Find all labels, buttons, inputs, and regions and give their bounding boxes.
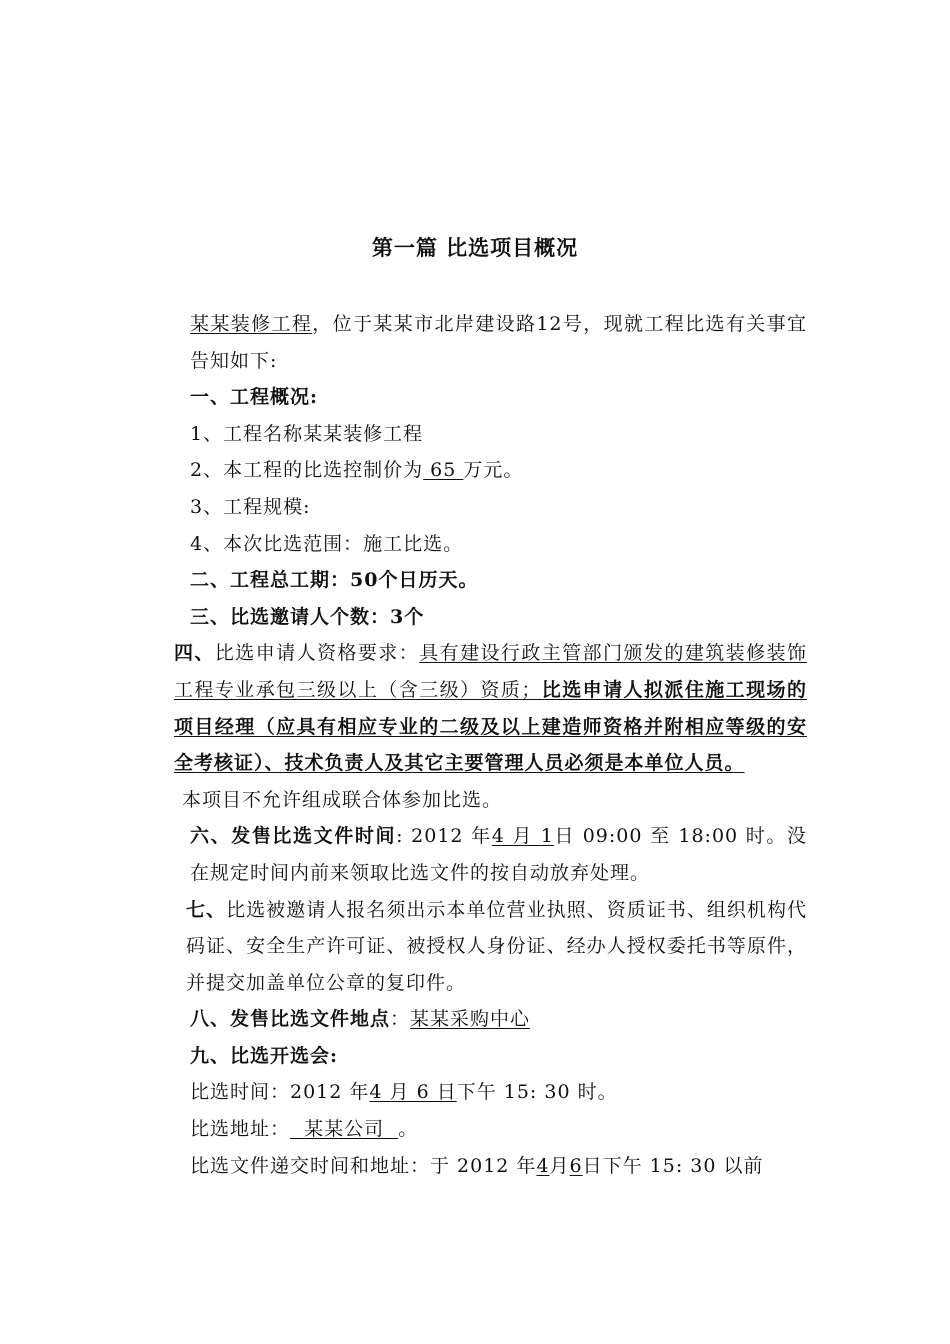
project-name: 某某装修工程: [190, 313, 313, 335]
section-6-text: 日 09:00 至 18:00 时。没在规定时间内前来领取比选文件的按自动放弃处理。: [190, 825, 808, 884]
section-6-year: : 2012 年: [396, 825, 492, 848]
section-4-heading: 四、: [174, 642, 215, 665]
section-4-requirements: [145, 635, 807, 781]
opening-address-end: 。: [398, 1118, 419, 1141]
section-3-invitee-count: 三、比选邀请人个数：3个: [190, 605, 425, 628]
opening-address: [145, 1111, 807, 1148]
section-1-item-1: 1、工程名称某某装修工程: [190, 422, 424, 445]
submission-text: 日下午 15: 30 以前: [582, 1154, 764, 1177]
page-title: 第一篇 比选项目概况: [371, 236, 579, 260]
submission-label: 比选文件递交时间和地址：于 2012 年: [190, 1154, 537, 1177]
sale-place: 某某采购中心: [410, 1008, 531, 1031]
section-2-duration: 二、工程总工期：50个日历天。: [190, 569, 479, 592]
section-7-documents: [145, 892, 807, 1002]
section-9-heading: 九、比选开选会:: [190, 1044, 339, 1067]
opening-time-label: 比选时间：2012 年: [190, 1081, 370, 1104]
personnel-requirement: 比选申请人拟派住施工现场的项目经理（应具有相应专业的二级及以上建造师资格并附相应等级的安全考核证）、技术负责人及其它主要管理人员必须是本单位人员。: [174, 678, 807, 775]
document-body: [145, 306, 807, 1184]
opening-time: [145, 1074, 807, 1111]
section-7-text: 比选被邀请人报名须出示本单位营业执照、资质证书、组织机构代码证、安全生产许可证、被授权人身份证、经办人授权委托书等原件，并提交加盖单位公章的复印件。: [186, 898, 807, 994]
section-7-heading: 七、: [186, 898, 227, 921]
section-8-sale-place: [145, 1001, 807, 1038]
section-1-heading: 一、工程概况:: [190, 386, 319, 409]
section-4-label: 比选申请人资格要求：: [214, 642, 420, 665]
submission-time: [145, 1148, 807, 1185]
sale-date: 4 月 1: [491, 825, 554, 848]
submission-month: 4: [536, 1154, 550, 1177]
opening-date: 4 月 6 日: [369, 1081, 457, 1104]
section-8-heading: 八、发售比选文件地点: [190, 1008, 391, 1031]
item-2-unit: 万元。: [463, 459, 524, 482]
submission-month-unit: 月: [549, 1154, 570, 1177]
opening-address-value: 某某公司: [290, 1118, 399, 1141]
section-6-heading: 六、发售比选文件时间: [190, 825, 397, 848]
intro-paragraph: [145, 306, 807, 379]
qualification-requirement: 具有建设行政主管部门颁发的建筑装修装饰工程专业承包三级以上（含三级）资质；: [174, 642, 807, 701]
section-1-item-2: [145, 452, 807, 489]
consortium-note: 本项目不允许组成联合体参加比选。: [182, 788, 503, 811]
section-1-item-3: 3、工程规模:: [190, 495, 311, 518]
section-8-separator: ：: [390, 1008, 411, 1031]
section-1-item-4: 4、本次比选范围：施工比选。: [190, 532, 464, 555]
control-price-value: 65: [423, 459, 464, 482]
intro-text: ，位于某某市北岸建设路12号，现就工程比选有关事宜告知如下:: [190, 313, 807, 372]
opening-time-value: 下午 15: 30 时。: [456, 1081, 618, 1104]
item-2-label: 2、本工程的比选控制价为: [190, 459, 424, 482]
opening-address-label: 比选地址：: [190, 1118, 291, 1141]
submission-day: 6: [569, 1154, 583, 1177]
section-6-sale-time: [145, 818, 807, 891]
